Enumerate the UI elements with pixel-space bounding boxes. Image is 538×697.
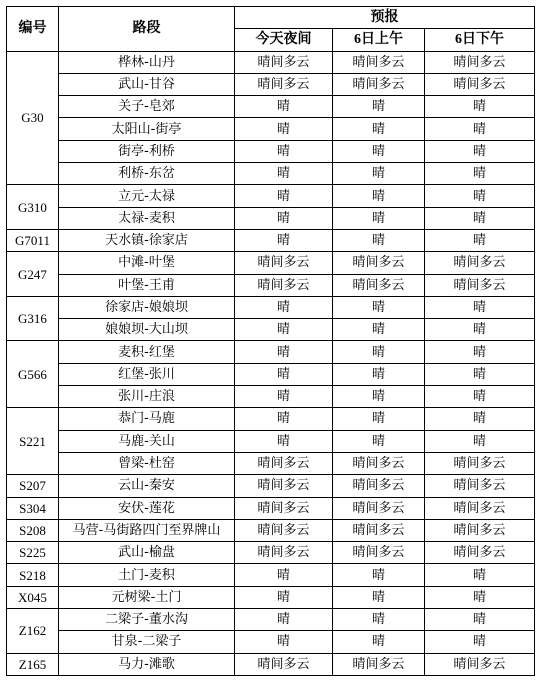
forecast-morning-cell: 晴间多云	[333, 252, 425, 274]
forecast-afternoon-cell: 晴间多云	[425, 497, 535, 519]
forecast-morning-cell: 晴	[333, 341, 425, 363]
forecast-morning-cell: 晴间多云	[333, 542, 425, 564]
table-row	[7, 140, 535, 162]
route-cell: 恭门-马鹿	[59, 408, 235, 430]
table-row	[7, 609, 535, 631]
route-cell: 甘泉-二梁子	[59, 631, 235, 653]
forecast-morning-cell: 晴	[333, 229, 425, 251]
forecast-afternoon-cell: 晴间多云	[425, 51, 535, 73]
table-row	[7, 408, 535, 430]
forecast-morning-cell: 晴	[333, 207, 425, 229]
route-cell: 中滩-叶堡	[59, 252, 235, 274]
road-code-cell: S221	[7, 408, 59, 475]
forecast-tonight-cell: 晴	[235, 386, 333, 408]
forecast-afternoon-cell: 晴	[425, 319, 535, 341]
forecast-afternoon-cell: 晴	[425, 140, 535, 162]
forecast-afternoon-cell: 晴	[425, 609, 535, 631]
table-row	[7, 452, 535, 474]
route-cell: 武山-甘谷	[59, 73, 235, 95]
table-row	[7, 519, 535, 541]
road-code-cell: X045	[7, 586, 59, 608]
header-row-1	[7, 7, 535, 29]
table-row	[7, 51, 535, 73]
forecast-morning-cell: 晴间多云	[333, 73, 425, 95]
road-code-cell: G566	[7, 341, 59, 408]
road-code-cell: S304	[7, 497, 59, 519]
road-code-cell: G30	[7, 51, 59, 185]
forecast-morning-cell: 晴间多云	[333, 519, 425, 541]
route-cell: 立元-太禄	[59, 185, 235, 207]
table-row	[7, 319, 535, 341]
forecast-morning-cell: 晴	[333, 185, 425, 207]
forecast-afternoon-cell: 晴	[425, 631, 535, 653]
forecast-tonight-cell: 晴	[235, 207, 333, 229]
forecast-morning-cell: 晴间多云	[333, 497, 425, 519]
forecast-tonight-cell: 晴	[235, 140, 333, 162]
route-cell: 太禄-麦积	[59, 207, 235, 229]
route-cell: 徐家店-娘娘坝	[59, 296, 235, 318]
route-cell: 云山-秦安	[59, 475, 235, 497]
forecast-tonight-cell: 晴间多云	[235, 519, 333, 541]
table-row	[7, 296, 535, 318]
route-cell: 二梁子-董水沟	[59, 609, 235, 631]
forecast-tonight-cell: 晴	[235, 609, 333, 631]
forecast-morning-cell: 晴间多云	[333, 452, 425, 474]
forecast-tonight-cell: 晴	[235, 163, 333, 185]
table-row	[7, 229, 535, 251]
forecast-afternoon-cell: 晴间多云	[425, 475, 535, 497]
table-row	[7, 96, 535, 118]
forecast-tonight-cell: 晴	[235, 118, 333, 140]
forecast-morning-cell: 晴	[333, 140, 425, 162]
forecast-afternoon-cell: 晴	[425, 363, 535, 385]
forecast-morning-cell: 晴	[333, 631, 425, 653]
forecast-tonight-cell: 晴	[235, 430, 333, 452]
table-row	[7, 207, 535, 229]
route-cell: 曾梁-杜窑	[59, 452, 235, 474]
forecast-morning-cell: 晴	[333, 386, 425, 408]
forecast-afternoon-cell: 晴	[425, 96, 535, 118]
route-cell: 张川-庄浪	[59, 386, 235, 408]
header-forecast: 预报	[235, 7, 535, 29]
route-cell: 武山-榆盘	[59, 542, 235, 564]
route-cell: 利桥-东岔	[59, 163, 235, 185]
route-cell: 麦积-红堡	[59, 341, 235, 363]
forecast-afternoon-cell: 晴	[425, 586, 535, 608]
road-code-cell: Z162	[7, 609, 59, 654]
route-cell: 桦林-山丹	[59, 51, 235, 73]
forecast-morning-cell: 晴	[333, 586, 425, 608]
table-row	[7, 163, 535, 185]
forecast-table	[6, 6, 535, 676]
forecast-tonight-cell: 晴间多云	[235, 51, 333, 73]
table-row	[7, 252, 535, 274]
forecast-morning-cell: 晴	[333, 363, 425, 385]
forecast-afternoon-cell: 晴间多云	[425, 252, 535, 274]
forecast-morning-cell: 晴间多云	[333, 51, 425, 73]
road-code-cell: G316	[7, 296, 59, 341]
forecast-tonight-cell: 晴	[235, 363, 333, 385]
forecast-afternoon-cell: 晴	[425, 296, 535, 318]
road-code-cell: G247	[7, 252, 59, 297]
forecast-tonight-cell: 晴	[235, 96, 333, 118]
forecast-tonight-cell: 晴	[235, 408, 333, 430]
forecast-morning-cell: 晴	[333, 319, 425, 341]
forecast-morning-cell: 晴间多云	[333, 475, 425, 497]
table-row	[7, 497, 535, 519]
forecast-afternoon-cell: 晴	[425, 229, 535, 251]
route-cell: 太阳山-街亭	[59, 118, 235, 140]
forecast-tonight-cell: 晴间多云	[235, 653, 333, 675]
forecast-morning-cell: 晴	[333, 609, 425, 631]
table-row	[7, 586, 535, 608]
route-cell: 叶堡-王甫	[59, 274, 235, 296]
table-row	[7, 542, 535, 564]
forecast-afternoon-cell: 晴	[425, 185, 535, 207]
forecast-tonight-cell: 晴	[235, 586, 333, 608]
table-row	[7, 475, 535, 497]
forecast-morning-cell: 晴	[333, 163, 425, 185]
forecast-morning-cell: 晴间多云	[333, 653, 425, 675]
forecast-tonight-cell: 晴间多云	[235, 542, 333, 564]
forecast-afternoon-cell: 晴间多云	[425, 452, 535, 474]
forecast-afternoon-cell: 晴	[425, 408, 535, 430]
forecast-tonight-cell: 晴	[235, 631, 333, 653]
forecast-morning-cell: 晴间多云	[333, 274, 425, 296]
road-code-cell: G310	[7, 185, 59, 230]
forecast-morning-cell: 晴	[333, 96, 425, 118]
forecast-tonight-cell: 晴	[235, 341, 333, 363]
forecast-afternoon-cell: 晴间多云	[425, 73, 535, 95]
road-code-cell: S225	[7, 542, 59, 564]
route-cell: 土门-麦积	[59, 564, 235, 586]
forecast-tonight-cell: 晴间多云	[235, 73, 333, 95]
route-cell: 马营-马街路四门至界牌山	[59, 519, 235, 541]
road-code-cell: S208	[7, 519, 59, 541]
table-body	[7, 7, 535, 676]
table-row	[7, 185, 535, 207]
table-row	[7, 341, 535, 363]
route-cell: 天水镇-徐家店	[59, 229, 235, 251]
table-row	[7, 73, 535, 95]
forecast-tonight-cell: 晴	[235, 296, 333, 318]
forecast-tonight-cell: 晴间多云	[235, 497, 333, 519]
table-row	[7, 274, 535, 296]
route-cell: 街亭-利桥	[59, 140, 235, 162]
table-row	[7, 430, 535, 452]
route-cell: 元树梁-土门	[59, 586, 235, 608]
header-route: 路段	[59, 7, 235, 52]
forecast-afternoon-cell: 晴间多云	[425, 653, 535, 675]
forecast-tonight-cell: 晴间多云	[235, 475, 333, 497]
forecast-afternoon-cell: 晴	[425, 430, 535, 452]
forecast-afternoon-cell: 晴	[425, 564, 535, 586]
route-cell: 红堡-张川	[59, 363, 235, 385]
road-code-cell: Z165	[7, 653, 59, 675]
forecast-tonight-cell: 晴	[235, 564, 333, 586]
forecast-tonight-cell: 晴	[235, 319, 333, 341]
forecast-afternoon-cell: 晴	[425, 341, 535, 363]
forecast-morning-cell: 晴	[333, 430, 425, 452]
forecast-afternoon-cell: 晴	[425, 118, 535, 140]
route-cell: 关子-皂郊	[59, 96, 235, 118]
forecast-tonight-cell: 晴间多云	[235, 274, 333, 296]
forecast-afternoon-cell: 晴间多云	[425, 519, 535, 541]
forecast-afternoon-cell: 晴间多云	[425, 542, 535, 564]
table-row	[7, 118, 535, 140]
forecast-morning-cell: 晴	[333, 408, 425, 430]
route-cell: 安伏-莲花	[59, 497, 235, 519]
forecast-afternoon-cell: 晴	[425, 163, 535, 185]
forecast-morning-cell: 晴	[333, 118, 425, 140]
header-code: 编号	[7, 7, 59, 52]
route-cell: 娘娘坝-大山坝	[59, 319, 235, 341]
forecast-tonight-cell: 晴	[235, 229, 333, 251]
table-row	[7, 363, 535, 385]
forecast-afternoon-cell: 晴间多云	[425, 274, 535, 296]
route-cell: 马鹿-关山	[59, 430, 235, 452]
road-code-cell: S207	[7, 475, 59, 497]
road-code-cell: G7011	[7, 229, 59, 251]
forecast-morning-cell: 晴	[333, 564, 425, 586]
forecast-tonight-cell: 晴间多云	[235, 452, 333, 474]
table-row	[7, 386, 535, 408]
forecast-afternoon-cell: 晴	[425, 386, 535, 408]
route-cell: 马力-滩歌	[59, 653, 235, 675]
table-row	[7, 564, 535, 586]
forecast-afternoon-cell: 晴	[425, 207, 535, 229]
forecast-tonight-cell: 晴	[235, 185, 333, 207]
table-row	[7, 653, 535, 675]
table-row	[7, 631, 535, 653]
header-period-afternoon: 6日下午	[425, 29, 535, 51]
road-code-cell: S218	[7, 564, 59, 586]
header-period-morning: 6日上午	[333, 29, 425, 51]
forecast-tonight-cell: 晴间多云	[235, 252, 333, 274]
forecast-morning-cell: 晴	[333, 296, 425, 318]
header-period-tonight: 今天夜间	[235, 29, 333, 51]
